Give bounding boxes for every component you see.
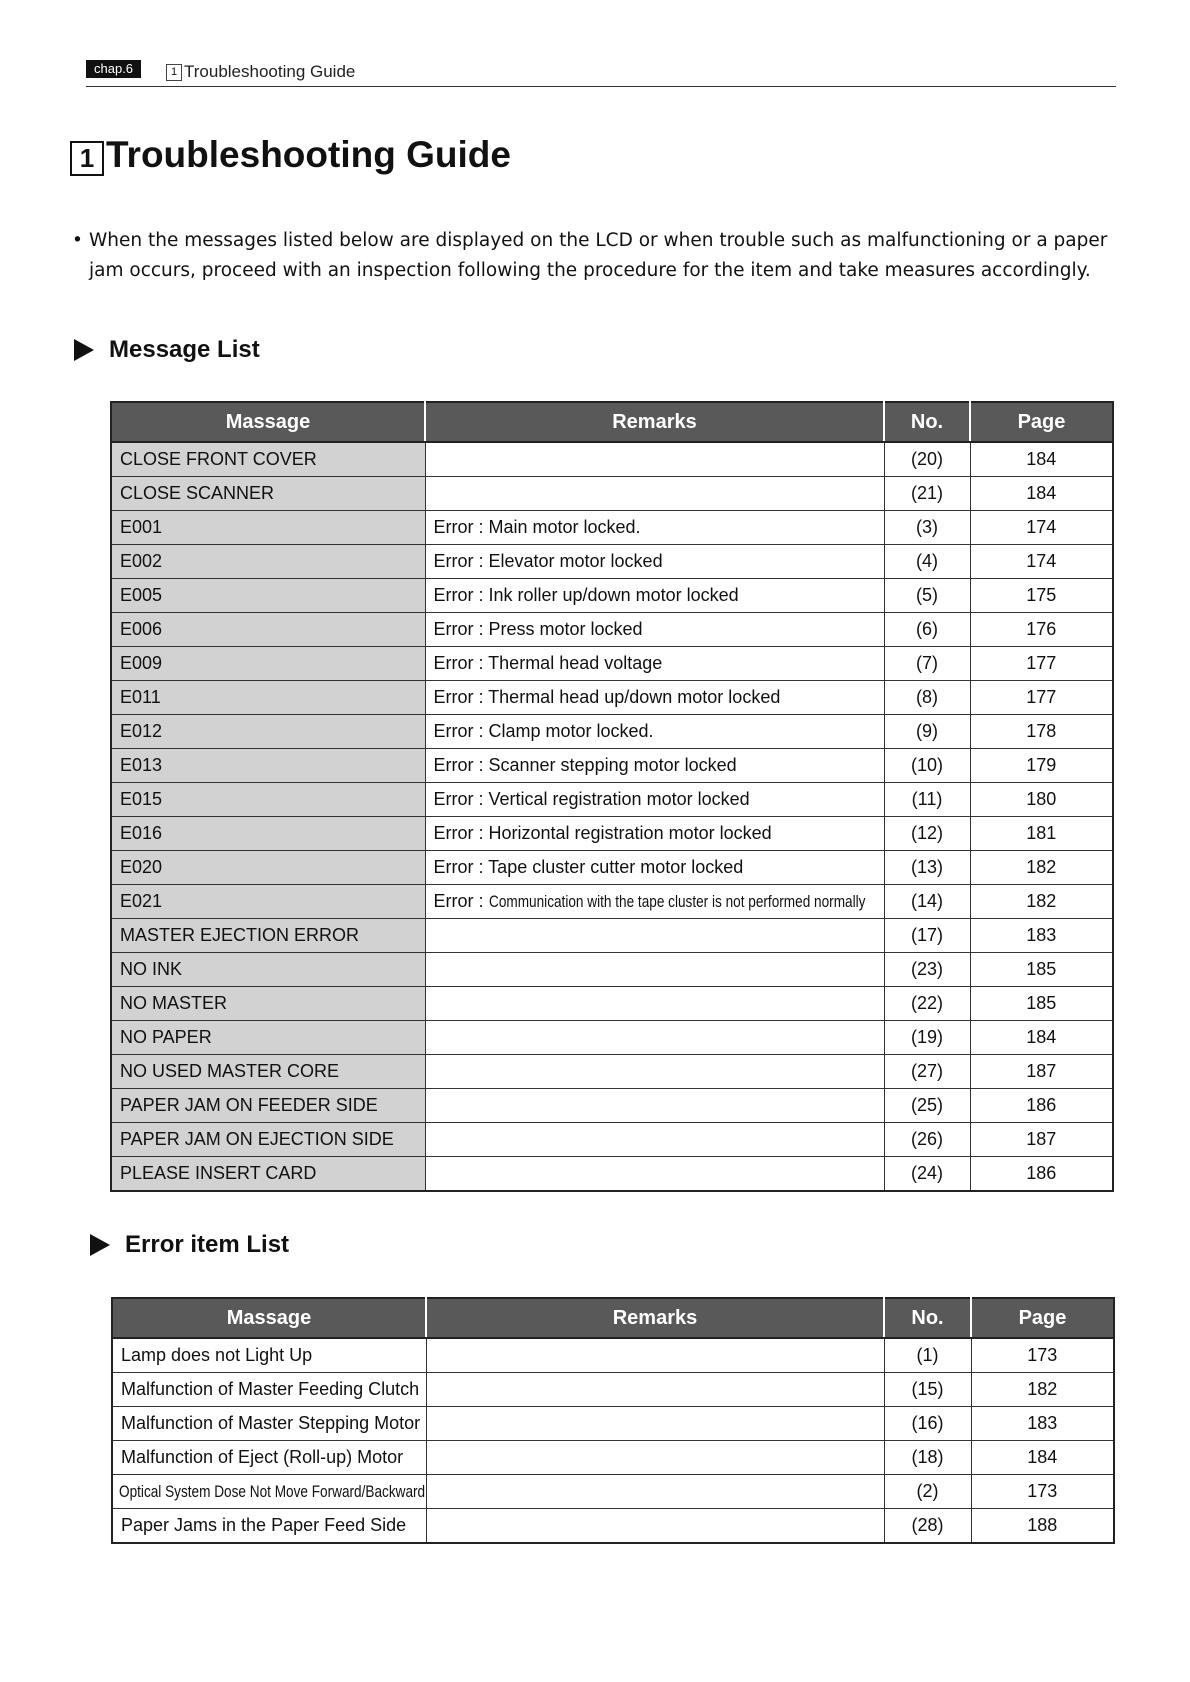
table-row bbox=[112, 1407, 1114, 1441]
number-cell: (4) bbox=[884, 545, 970, 579]
chapter-badge: chap.6 bbox=[86, 60, 141, 78]
page-cell: 174 bbox=[970, 545, 1113, 579]
message-cell: PAPER JAM ON EJECTION SIDE bbox=[111, 1123, 425, 1157]
table-row bbox=[111, 681, 1113, 715]
remarks-cell bbox=[426, 1407, 884, 1441]
triangle-right-icon bbox=[90, 1234, 110, 1256]
number-cell: (28) bbox=[884, 1509, 971, 1544]
message-text: Optical System Dose Not Move Forward/Backward bbox=[119, 1482, 426, 1501]
error-list-heading bbox=[90, 1231, 289, 1259]
table-row bbox=[112, 1509, 1114, 1544]
column-header-page: Page bbox=[971, 1298, 1114, 1338]
column-header-remarks: Remarks bbox=[426, 1298, 884, 1338]
table-row bbox=[111, 1157, 1113, 1192]
remarks-cell: Error : Clamp motor locked. bbox=[425, 715, 884, 749]
message-cell: E015 bbox=[111, 783, 425, 817]
number-cell: (16) bbox=[884, 1407, 971, 1441]
column-header-message: Massage bbox=[111, 402, 425, 442]
page-cell: 185 bbox=[970, 987, 1113, 1021]
message-cell: NO USED MASTER CORE bbox=[111, 1055, 425, 1089]
page-cell: 184 bbox=[970, 442, 1113, 477]
number-cell: (26) bbox=[884, 1123, 970, 1157]
table-row bbox=[111, 1021, 1113, 1055]
page-cell: 183 bbox=[971, 1407, 1114, 1441]
number-cell: (11) bbox=[884, 783, 970, 817]
message-cell: NO PAPER bbox=[111, 1021, 425, 1055]
number-cell: (6) bbox=[884, 613, 970, 647]
remarks-cell: Error : Main motor locked. bbox=[425, 511, 884, 545]
message-cell: E005 bbox=[111, 579, 425, 613]
number-cell: (5) bbox=[884, 579, 970, 613]
header-section-title: Troubleshooting Guide bbox=[184, 62, 356, 81]
table-row bbox=[111, 477, 1113, 511]
table-row bbox=[111, 749, 1113, 783]
table-row bbox=[111, 851, 1113, 885]
table-row bbox=[112, 1441, 1114, 1475]
page-cell: 175 bbox=[970, 579, 1113, 613]
remarks-rest: Communication with the tape cluster is not performed normally bbox=[488, 892, 865, 911]
table-header-row bbox=[112, 1298, 1114, 1338]
column-header-no: No. bbox=[884, 1298, 971, 1338]
table-row bbox=[111, 885, 1113, 919]
remarks-cell: Error : Ink roller up/down motor locked bbox=[425, 579, 884, 613]
message-cell: Malfunction of Master Stepping Motor bbox=[112, 1407, 426, 1441]
remarks-cell bbox=[425, 1089, 884, 1123]
number-cell: (13) bbox=[884, 851, 970, 885]
page-cell: 173 bbox=[971, 1475, 1114, 1509]
remarks-cell bbox=[426, 1509, 884, 1544]
number-cell: (3) bbox=[884, 511, 970, 545]
message-cell: Paper Jams in the Paper Feed Side bbox=[112, 1509, 426, 1544]
remarks-cell bbox=[425, 1123, 884, 1157]
page-cell: 177 bbox=[970, 647, 1113, 681]
number-cell: (24) bbox=[884, 1157, 970, 1192]
message-cell: E009 bbox=[111, 647, 425, 681]
number-cell: (17) bbox=[884, 919, 970, 953]
table-row bbox=[111, 953, 1113, 987]
running-header bbox=[86, 58, 1116, 87]
number-cell: (8) bbox=[884, 681, 970, 715]
header-section-number: 1 bbox=[166, 64, 182, 81]
message-cell: Malfunction of Master Feeding Clutch bbox=[112, 1373, 426, 1407]
intro-line-2: jam occurs, proceed with an inspection following the procedure for the item and take measures accordingly. bbox=[89, 260, 1091, 281]
remarks-cell: Error : Tape cluster cutter motor locked bbox=[425, 851, 884, 885]
remarks-cell: Error : Elevator motor locked bbox=[425, 545, 884, 579]
remarks-cell bbox=[425, 1021, 884, 1055]
message-cell: PLEASE INSERT CARD bbox=[111, 1157, 425, 1192]
remarks-cell bbox=[426, 1373, 884, 1407]
page-cell: 184 bbox=[971, 1441, 1114, 1475]
message-list-heading bbox=[74, 336, 260, 364]
remarks-cell bbox=[425, 1157, 884, 1192]
triangle-right-icon bbox=[74, 339, 94, 361]
message-cell: CLOSE SCANNER bbox=[111, 477, 425, 511]
number-cell: (23) bbox=[884, 953, 970, 987]
table-row bbox=[111, 919, 1113, 953]
remarks-cell: Error : Press motor locked bbox=[425, 613, 884, 647]
page-cell: 182 bbox=[971, 1373, 1114, 1407]
page-cell: 176 bbox=[970, 613, 1113, 647]
number-cell: (12) bbox=[884, 817, 970, 851]
number-cell: (1) bbox=[884, 1338, 971, 1373]
message-cell: E006 bbox=[111, 613, 425, 647]
remarks-cell: Error : Scanner stepping motor locked bbox=[425, 749, 884, 783]
message-cell: E012 bbox=[111, 715, 425, 749]
message-list-table bbox=[110, 401, 1114, 1192]
number-cell: (27) bbox=[884, 1055, 970, 1089]
table-row bbox=[111, 545, 1113, 579]
message-cell: Lamp does not Light Up bbox=[112, 1338, 426, 1373]
message-cell: E002 bbox=[111, 545, 425, 579]
page-cell: 181 bbox=[970, 817, 1113, 851]
number-cell: (21) bbox=[884, 477, 970, 511]
table-row bbox=[112, 1475, 1114, 1509]
message-cell: NO INK bbox=[111, 953, 425, 987]
page-cell: 188 bbox=[971, 1509, 1114, 1544]
page-cell: 182 bbox=[970, 885, 1113, 919]
message-cell: Malfunction of Eject (Roll-up) Motor bbox=[112, 1441, 426, 1475]
table-row bbox=[112, 1338, 1114, 1373]
remarks-cell bbox=[426, 1475, 884, 1509]
column-header-page: Page bbox=[970, 402, 1113, 442]
table-row bbox=[111, 1055, 1113, 1089]
column-header-no: No. bbox=[884, 402, 970, 442]
remarks-cell bbox=[426, 1338, 884, 1373]
page-cell: 180 bbox=[970, 783, 1113, 817]
remarks-cell bbox=[425, 987, 884, 1021]
number-cell: (7) bbox=[884, 647, 970, 681]
remarks-cell: Error : Vertical registration motor locked bbox=[425, 783, 884, 817]
number-cell: (14) bbox=[884, 885, 970, 919]
table-row bbox=[111, 647, 1113, 681]
remarks-cell bbox=[425, 953, 884, 987]
column-header-message: Massage bbox=[112, 1298, 426, 1338]
message-cell: E013 bbox=[111, 749, 425, 783]
title-number-box: 1 bbox=[70, 141, 104, 176]
number-cell: (25) bbox=[884, 1089, 970, 1123]
message-cell: MASTER EJECTION ERROR bbox=[111, 919, 425, 953]
intro-paragraph bbox=[72, 226, 1132, 286]
error-list-heading-text: Error item List bbox=[125, 1231, 290, 1258]
table-row bbox=[111, 511, 1113, 545]
number-cell: (22) bbox=[884, 987, 970, 1021]
intro-line-1: When the messages listed below are displayed on the LCD or when trouble such as malfunctioning or a paper bbox=[89, 230, 1108, 251]
page-cell: 182 bbox=[970, 851, 1113, 885]
column-header-remarks: Remarks bbox=[425, 402, 884, 442]
page-cell: 179 bbox=[970, 749, 1113, 783]
number-cell: (18) bbox=[884, 1441, 971, 1475]
error-item-list-table bbox=[111, 1297, 1115, 1544]
remarks-cell bbox=[425, 885, 884, 919]
page-cell: 178 bbox=[970, 715, 1113, 749]
page-cell: 183 bbox=[970, 919, 1113, 953]
remarks-cell: Error : Thermal head up/down motor locked bbox=[425, 681, 884, 715]
page-title: Troubleshooting Guide bbox=[106, 134, 511, 175]
table-row bbox=[112, 1373, 1114, 1407]
table-row bbox=[111, 579, 1113, 613]
table-row bbox=[111, 817, 1113, 851]
page-cell: 187 bbox=[970, 1055, 1113, 1089]
page-cell: 186 bbox=[970, 1157, 1113, 1192]
page-cell: 187 bbox=[970, 1123, 1113, 1157]
remarks-prefix: Error : bbox=[433, 891, 489, 911]
table-row bbox=[111, 1123, 1113, 1157]
table-row bbox=[111, 783, 1113, 817]
number-cell: (15) bbox=[884, 1373, 971, 1407]
number-cell: (10) bbox=[884, 749, 970, 783]
number-cell: (9) bbox=[884, 715, 970, 749]
table-row bbox=[111, 613, 1113, 647]
page-cell: 174 bbox=[970, 511, 1113, 545]
number-cell: (20) bbox=[884, 442, 970, 477]
number-cell: (2) bbox=[884, 1475, 971, 1509]
table-row bbox=[111, 715, 1113, 749]
page-cell: 177 bbox=[970, 681, 1113, 715]
message-list-heading-text: Message List bbox=[109, 336, 260, 363]
table-row bbox=[111, 1089, 1113, 1123]
remarks-cell bbox=[425, 442, 884, 477]
remarks-cell: Error : Thermal head voltage bbox=[425, 647, 884, 681]
table-row bbox=[111, 442, 1113, 477]
message-cell: E020 bbox=[111, 851, 425, 885]
message-cell bbox=[112, 1475, 426, 1509]
message-cell: NO MASTER bbox=[111, 987, 425, 1021]
remarks-cell: Error : Horizontal registration motor locked bbox=[425, 817, 884, 851]
message-cell: CLOSE FRONT COVER bbox=[111, 442, 425, 477]
page-cell: 173 bbox=[971, 1338, 1114, 1373]
message-cell: E001 bbox=[111, 511, 425, 545]
remarks-cell bbox=[425, 477, 884, 511]
bullet-icon: • bbox=[72, 230, 83, 251]
page-cell: 185 bbox=[970, 953, 1113, 987]
message-cell: PAPER JAM ON FEEDER SIDE bbox=[111, 1089, 425, 1123]
page-cell: 184 bbox=[970, 1021, 1113, 1055]
message-cell: E021 bbox=[111, 885, 425, 919]
message-cell: E016 bbox=[111, 817, 425, 851]
remarks-cell bbox=[425, 919, 884, 953]
remarks-cell bbox=[425, 1055, 884, 1089]
page-cell: 186 bbox=[970, 1089, 1113, 1123]
table-header-row bbox=[111, 402, 1113, 442]
page-cell: 184 bbox=[970, 477, 1113, 511]
number-cell: (19) bbox=[884, 1021, 970, 1055]
remarks-cell bbox=[426, 1441, 884, 1475]
table-row bbox=[111, 987, 1113, 1021]
message-cell: E011 bbox=[111, 681, 425, 715]
